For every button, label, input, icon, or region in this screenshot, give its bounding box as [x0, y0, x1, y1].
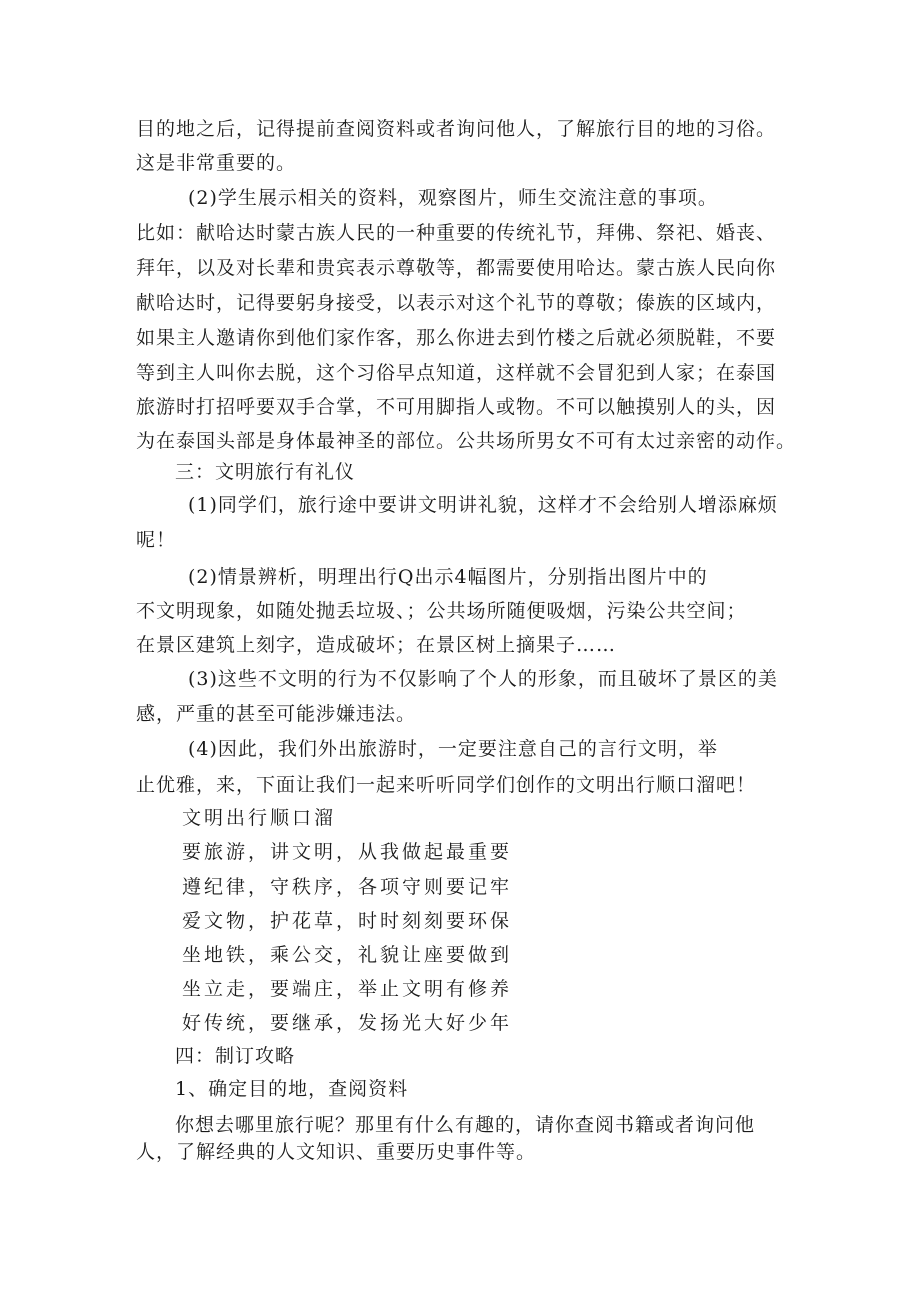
text-line: 比如：献哈达时蒙古族人民的一种重要的传统礼节，拜佛、祭祀、婚丧、 [136, 222, 777, 244]
section-heading: 四：制订攻略 [175, 1045, 296, 1067]
text-line: 目的地之后，记得提前查阅资料或者询问他人，了解旅行目的地的习俗。 [136, 118, 777, 140]
text-line: 人，了解经典的人文知识、重要历史事件等。 [136, 1141, 537, 1163]
poem-line: 坐立走，要端庄，举止文明有修养 [182, 978, 513, 1000]
section-heading: 三：文明旅行有礼仪 [175, 461, 356, 483]
poem-line: 爱文物，护花草，时时刻刻要环保 [182, 910, 513, 932]
text-line: 呢！ [136, 529, 177, 551]
poem-line: 要旅游，讲文明，从我做起最重要 [182, 841, 513, 863]
text-line: 如果主人邀请你到他们家作客，那么你进去到竹楼之后就必须脱鞋，不要 [136, 327, 777, 349]
text-line: 献哈达时，记得要躬身接受，以表示对这个礼节的尊敬；傣族的区域内， [136, 292, 777, 314]
poem-line: 好传统，要继承，发扬光大好少年 [182, 1012, 513, 1034]
text-line: (2)情景辨析，明理出行Q出示4幅图片，分别指出图片中的 [188, 566, 708, 588]
poem-line: 坐地铁，乘公交，礼貌让座要做到 [182, 944, 513, 966]
subsection-heading: 1、确定目的地，查阅资料 [175, 1078, 409, 1100]
text-line: 不文明现象，如随处抛丢垃圾、；公共场所随便吸烟，污染公共空间； [136, 600, 747, 622]
text-line: 这是非常重要的。 [136, 152, 297, 174]
text-line: 止优雅，来，下面让我们一起来听听同学们创作的文明出行顺口溜吧！ [136, 774, 757, 796]
text-line: 在景区建筑上刻字，造成破坏；在景区树上摘果子…… [136, 634, 617, 656]
text-line: (3)这些不文明的行为不仅影响了个人的形象，而且破坏了景区的美 [188, 668, 778, 690]
text-line: 为在泰国头部是身体最神圣的部位。公共场所男女不可有太过亲密的动作。 [136, 430, 797, 452]
text-line: 旅游时打招呼要双手合掌，不可用脚指人或物。不可以触摸别人的头，因 [136, 396, 777, 418]
text-line: (2)学生展示相关的资料，观察图片，师生交流注意的事项。 [188, 187, 718, 209]
text-line: (1)同学们，旅行途中要讲文明讲礼貌，这样才不会给别人增添麻烦 [188, 494, 778, 516]
text-line: 拜年，以及对长辈和贵宾表示尊敬等，都需要使用哈达。蒙古族人民向你 [136, 257, 777, 279]
text-line: 你想去哪里旅行呢？那里有什么有趣的，请你查阅书籍或者询问他 [175, 1114, 756, 1136]
text-line: (4)因此，我们外出旅游时，一定要注意自己的言行文明，举 [188, 738, 718, 760]
poem-title: 文明出行顺口溜 [182, 807, 337, 829]
text-line: 等到主人叫你去脱，这个习俗早点知道，这样就不会冒犯到人家；在泰国 [136, 362, 777, 384]
poem-line: 遵纪律，守秩序，各项守则要记牢 [182, 876, 513, 898]
text-line: 感，严重的甚至可能涉嫌违法。 [136, 703, 417, 725]
